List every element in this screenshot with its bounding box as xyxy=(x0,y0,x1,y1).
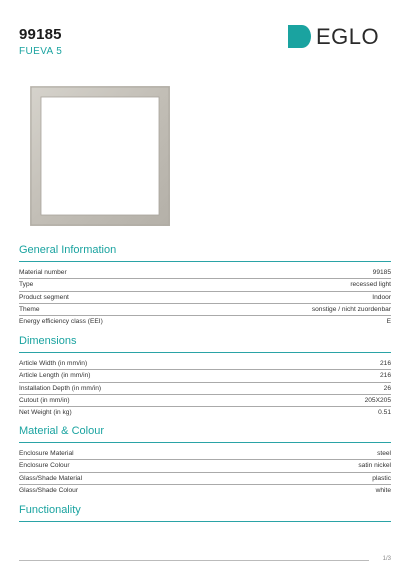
footer-divider xyxy=(19,560,369,561)
table-row: Enclosure Material steel xyxy=(19,448,391,460)
eglo-logo-icon xyxy=(288,25,311,48)
table-row: Article Length (in mm/in) 216 xyxy=(19,370,391,382)
table-row: Article Width (in mm/in) 216 xyxy=(19,358,391,370)
table-row: Type recessed light xyxy=(19,279,391,291)
material-table xyxy=(19,448,391,496)
eglo-logo xyxy=(288,24,393,49)
page-number: 1/3 xyxy=(382,556,391,562)
section-title-material: Material & Colour xyxy=(19,425,104,437)
section-divider xyxy=(19,352,391,353)
brand-name: EGLO xyxy=(316,23,380,49)
table-row: Enclosure Colour satin nickel xyxy=(19,460,391,472)
section-title-functionality: Functionality xyxy=(19,504,81,516)
header xyxy=(19,26,62,57)
table-row: Material number 99185 xyxy=(19,267,391,279)
product-name: FUEVA 5 xyxy=(19,46,63,57)
table-row: Product segment Indoor xyxy=(19,292,391,304)
table-row: Cutout (in mm/in) 205X205 xyxy=(19,395,391,407)
section-divider xyxy=(19,261,391,262)
table-row: Energy efficiency class (EEI) E xyxy=(19,318,391,326)
dimensions-table xyxy=(19,358,391,418)
section-divider xyxy=(19,521,391,522)
table-row: Glass/Shade Material plastic xyxy=(19,473,391,485)
table-row: Glass/Shade Colour white xyxy=(19,487,391,495)
section-divider xyxy=(19,442,391,443)
article-number: 99185 xyxy=(19,26,62,43)
section-title-dimensions: Dimensions xyxy=(19,335,77,347)
light-panel xyxy=(41,97,159,215)
section-title-general: General Information xyxy=(19,244,117,256)
product-image xyxy=(30,86,170,226)
general-table xyxy=(19,267,391,327)
table-row: Net Weight (in kg) 0.51 xyxy=(19,409,391,417)
table-row: Theme sonstige / nicht zuordenbar xyxy=(19,304,391,316)
table-row: Installation Depth (in mm/in) 26 xyxy=(19,383,391,395)
